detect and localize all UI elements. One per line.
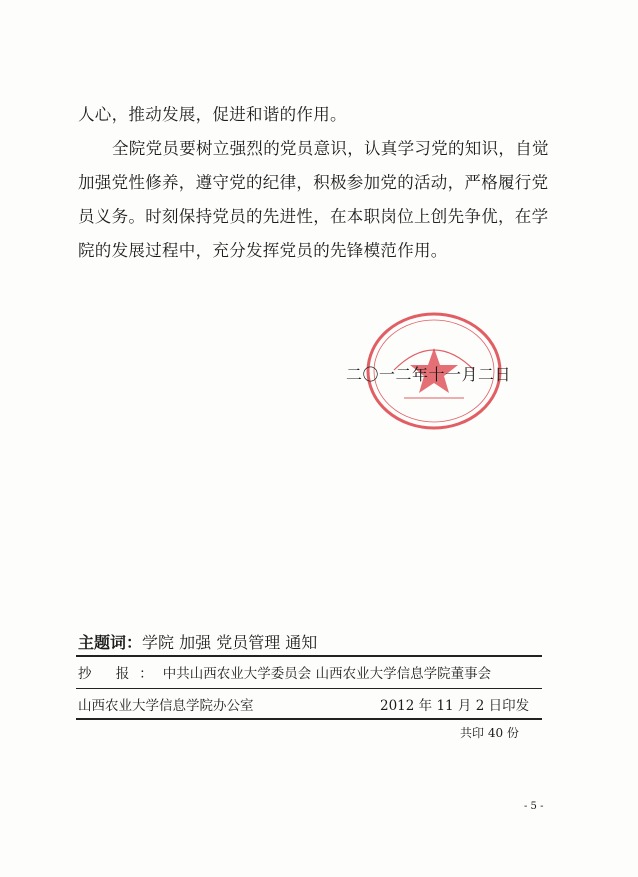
subject-keywords: [78, 630, 317, 653]
cc-line: [78, 662, 491, 682]
body-paragraph-1: 人心，推动发展，促进和谐的作用。: [78, 105, 347, 124]
divider-middle: [76, 688, 542, 689]
divider-top: [76, 655, 542, 657]
issuing-office: 山西农业大学信息学院办公室: [78, 698, 254, 714]
print-copies: 共印 40 份: [460, 726, 519, 740]
subject-label: 主题词：: [78, 633, 143, 652]
subject-terms: 学院 加强 党员管理 通知: [142, 633, 318, 652]
cc-label: 抄 报：: [78, 666, 163, 682]
document-date: 二〇一二年十一月二日: [346, 365, 512, 384]
cc-recipients: 中共山西农业大学委员会 山西农业大学信息学院董事会: [162, 666, 492, 682]
body-paragraph-2: 全院党员要树立强烈的党员意识，认真学习党的知识，自觉加强党性修养，遵守党的纪律，积极参加党的活动，严格履行党员义务。时刻保持党员的先进性，在本职岗位上创先争优，在学院的发展过程中，充分发挥党员的先锋模范作用。: [78, 139, 549, 260]
issue-date: 2012 年 11 月 2 日印发: [380, 698, 530, 714]
divider-bottom: [76, 718, 542, 720]
page-number: - 5 -: [524, 801, 544, 812]
